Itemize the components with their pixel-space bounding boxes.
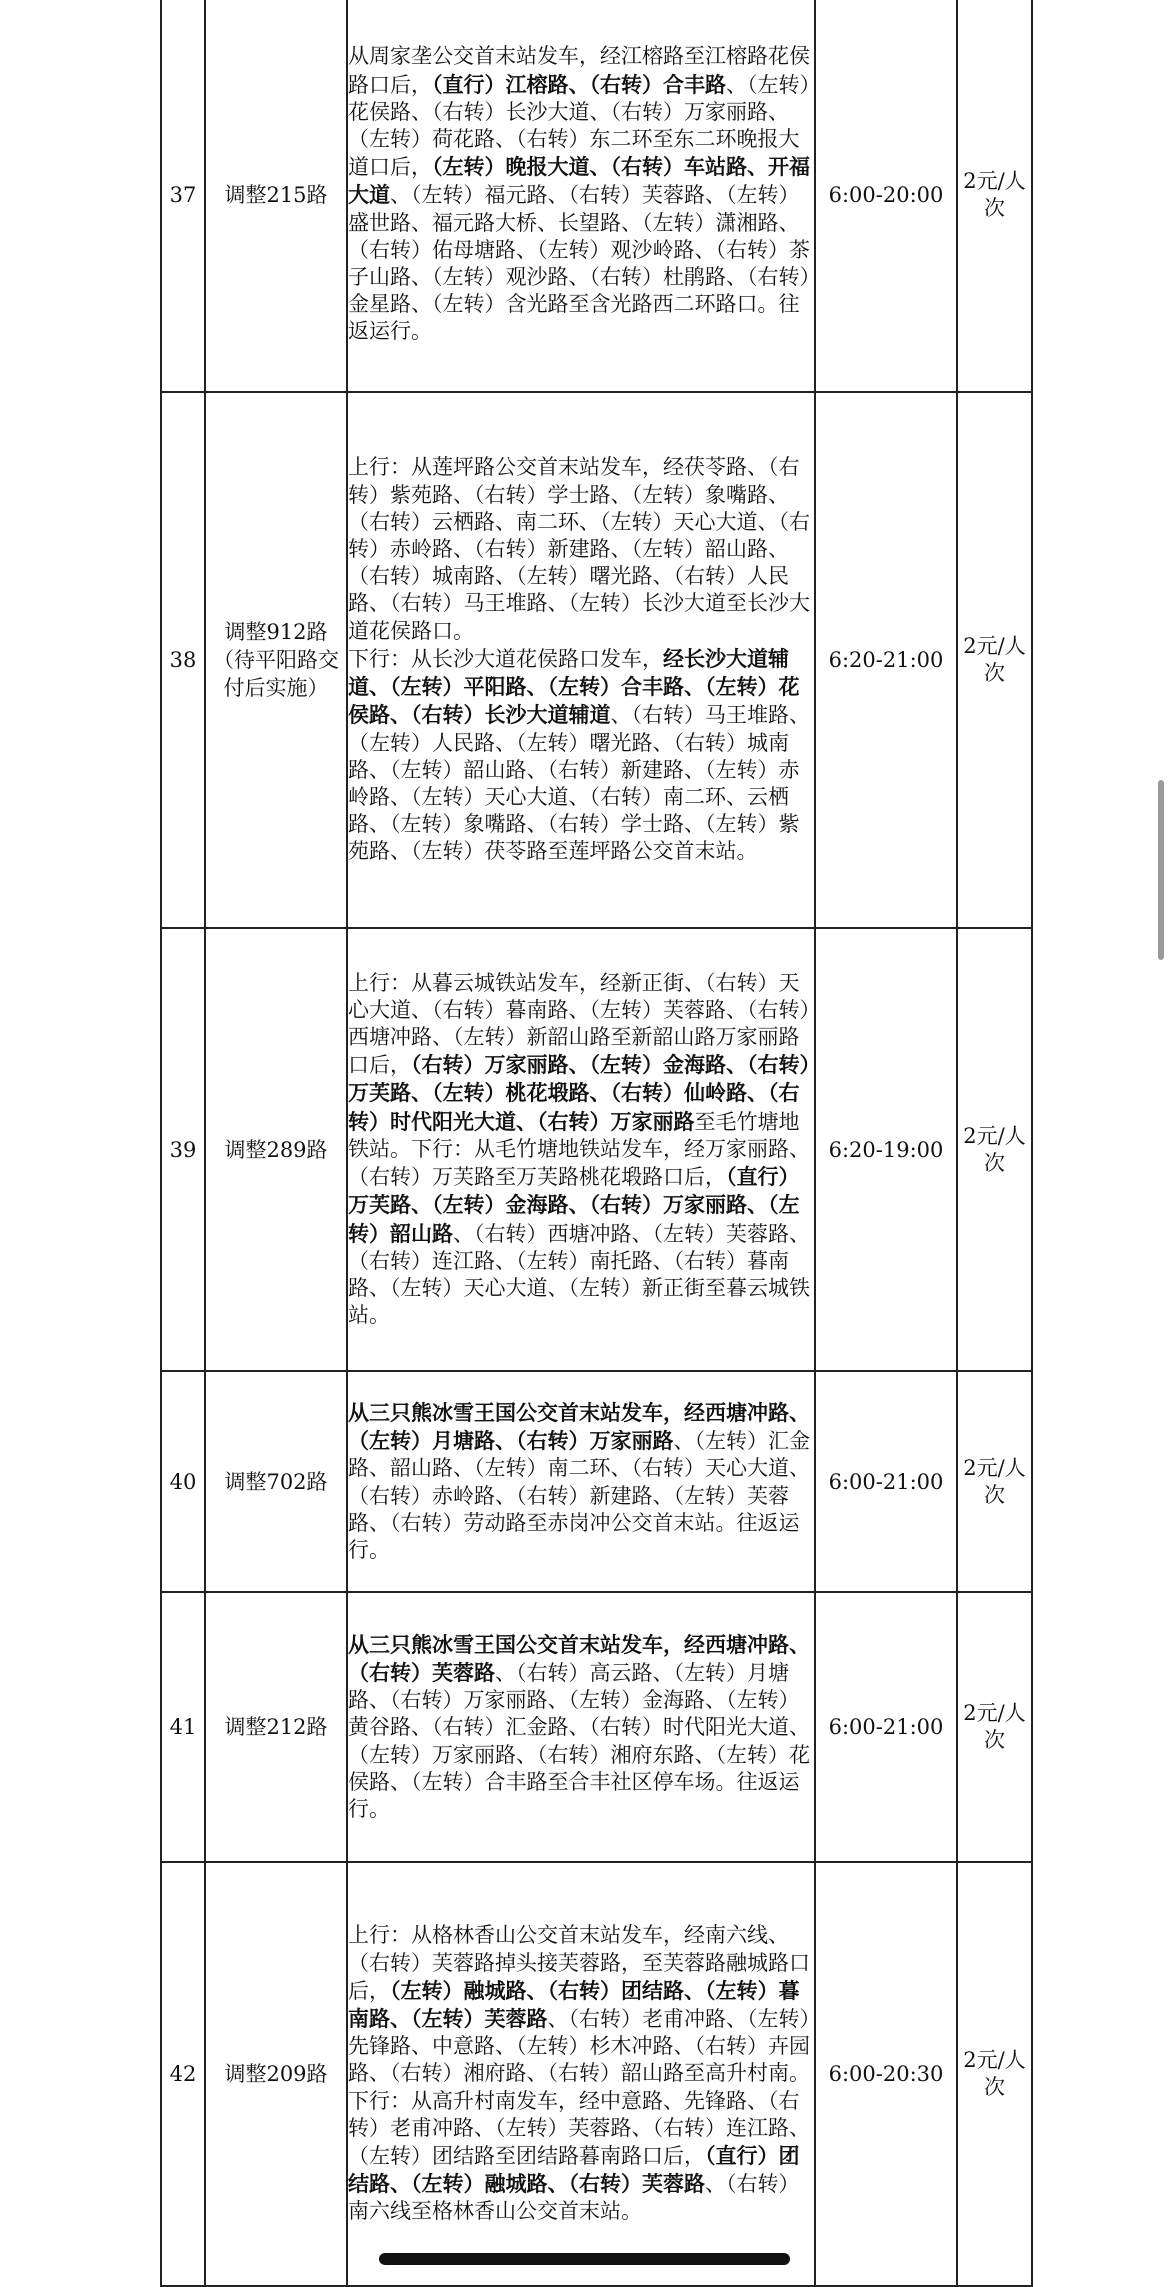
route-text: 、（左转）花侯路、（右转）长沙大道、（右转）万家丽路、（左转）荷花路、（右转）东二环至东二环晚报大道口后， (348, 72, 810, 180)
row-number: 42 (161, 1862, 205, 2286)
operating-hours: 6:20-19:00 (815, 928, 957, 1371)
route-description (347, 1862, 815, 2286)
route-text-bold: 从三只熊冰雪王国公交首末站发车，经西塘冲路、（左转）月塘路、（右转）万家丽路 (348, 1399, 810, 1454)
route-text: 至毛竹塘地铁站。下行：从毛竹塘地铁站发车，经万家丽路、（右转）万芙路至万芙路桃花塅路口后， (348, 1109, 810, 1190)
route-text: 、（右转）马王堆路、（左转）人民路、（左转）曙光路、（右转）城南路、（左转）韶山路、（右转）新建路、（左转）赤岭路、（左转）天心大道、（右转）南二环、云栖路、（左转）象嘴路、（右转）学士路、（左转）紫苑路、（左转）茯苓路至莲坪路公交首末站。 (348, 703, 810, 864)
route-text-bold: （左转）晚报大道、（右转）车站路、开福大道 (348, 154, 810, 208)
route-text: 从周家垄公交首末站发车，经江榕路至江榕路花侯路口后， (348, 44, 810, 97)
bus-route-adjustment-table (160, 0, 1033, 2287)
route-description (347, 0, 815, 392)
route-text-bold: （左转）融城路、（右转）团结路、（左转）暮南路、（左转）芙蓉路 (348, 1977, 800, 2031)
fare: 2元/人次 (957, 392, 1032, 928)
operating-hours: 6:00-20:00 (815, 0, 957, 392)
operating-hours: 6:00-21:00 (815, 1592, 957, 1862)
fare: 2元/人次 (957, 1371, 1032, 1592)
route-text: 下行：从高升村南发车，经中意路、先锋路、（右转）老甫冲路、（左转）芙蓉路、（右转）连江路、（左转）团结路至团结路暮南路口后， (348, 2088, 810, 2168)
home-indicator[interactable] (379, 2253, 790, 2265)
route-text-bold: 经长沙大道辅道、（左转）平阳路、（左转）合丰路、（左转）花侯路、（右转）长沙大道辅道 (348, 645, 800, 728)
table-row (161, 1371, 1032, 1592)
operating-hours: 6:00-21:00 (815, 1371, 957, 1592)
route-text: 、（左转）福元路、（右转）芙蓉路、（左转）盛世路、福元路大桥、长望路、（左转）潇湘路、（右转）佑母塘路、（左转）观沙岭路、（右转）茶子山路、（左转）观沙路、（右转）杜鹃路、（右转）金星路、（左转）含光路至含光路西二环路口。往返运行。 (348, 183, 810, 344)
route-text-bold: 从三只熊冰雪王国公交首末站发车，经西塘冲路、（右转）芙蓉路 (348, 1631, 810, 1685)
row-number: 39 (161, 928, 205, 1371)
row-number: 41 (161, 1592, 205, 1862)
table-row (161, 928, 1032, 1371)
route-text-bold: （直行）万芙路、（左转）金海路、（右转）万家丽路、（左转）韶山路 (348, 1164, 800, 1246)
route-text-bold: （直行）江榕路、（右转）合丰路 (432, 71, 726, 97)
operating-hours: 6:00-20:30 (815, 1862, 957, 2286)
route-name: 调整215路 (205, 0, 347, 392)
route-text: 上行：从暮云城铁站发车，经新正街、（右转）天心大道、（右转）暮南路、（左转）芙蓉路、（右转）西塘冲路、（左转）新韶山路至新韶山路万家丽路口后， (348, 970, 810, 1078)
route-text: 、（右转）南六线至格林香山公交首末站。 (348, 2172, 800, 2224)
table-row (161, 392, 1032, 928)
route-text-bold: （右转）万家丽路、（左转）金海路、（右转）万芙路、（左转）桃花塅路、（右转）仙岭路、（右转）时代阳光大道、（右转）万家丽路 (348, 1052, 810, 1134)
route-name: 调整212路 (205, 1592, 347, 1862)
operating-hours: 6:20-21:00 (815, 392, 957, 928)
fare: 2元/人次 (957, 0, 1032, 392)
route-text: 、（右转）西塘冲路、（左转）芙蓉路、（右转）连江路、（左转）南托路、（右转）暮南路、（左转）天心大道、（左转）新正街至暮云城铁站。 (348, 1221, 810, 1328)
route-text-bold: （直行）团结路、（左转）融城路、（右转）芙蓉路 (348, 2143, 800, 2197)
scrollbar-thumb[interactable] (1158, 780, 1164, 960)
table-row (161, 1862, 1032, 2286)
route-text: 上行：从格林香山公交首末站发车，经南六线、（右转）芙蓉路掉头接芙蓉路，至芙蓉路融城路口后， (348, 1923, 810, 2003)
table-row (161, 0, 1032, 392)
fare: 2元/人次 (957, 1592, 1032, 1862)
route-name: 调整289路 (205, 928, 347, 1371)
table-row (161, 1592, 1032, 1862)
route-text: 、（右转）高云路、（左转）月塘路、（右转）万家丽路、（左转）金海路、（左转）黄谷路、（右转）汇金路、（右转）时代阳光大道、（左转）万家丽路、（右转）湘府东路、（左转）花侯路、（左转）合丰路至合丰社区停车场。往返运行。 (348, 1660, 810, 1821)
route-description (347, 1371, 815, 1592)
route-text: 上行：从莲坪路公交首末站发车，经茯苓路、（右转）紫苑路、（右转）学士路、（左转）象嘴路、（右转）云栖路、南二环、（左转）天心大道、（右转）赤岭路、（右转）新建路、（左转）韶山路、（右转）城南路、（左转）曙光路、（右转）人民路、（右转）马王堆路、（左转）长沙大道至长沙大道花侯路口。 (348, 455, 810, 643)
row-number: 37 (161, 0, 205, 392)
route-name: 调整912路（待平阳路交付后实施） (205, 392, 347, 928)
route-name: 调整702路 (205, 1371, 347, 1592)
fare: 2元/人次 (957, 928, 1032, 1371)
route-text: 、（左转）汇金路、韶山路、（左转）南二环、（右转）天心大道、（右转）赤岭路、（右转）新建路、（左转）芙蓉路、（右转）劳动路至赤岗冲公交首末站。往返运行。 (348, 1429, 810, 1562)
route-description (347, 928, 815, 1371)
row-number: 38 (161, 392, 205, 928)
fare: 2元/人次 (957, 1862, 1032, 2286)
route-name: 调整209路 (205, 1862, 347, 2286)
route-text: 、（右转）老甫冲路、（左转）先锋路、中意路、（左转）杉木冲路、（右转）卉园路、（右转）湘府路、（右转）韶山路至高升村南。 (348, 2006, 810, 2086)
route-description (347, 392, 815, 928)
row-number: 40 (161, 1371, 205, 1592)
route-text: 下行：从长沙大道花侯路口发车， (348, 646, 663, 671)
route-description (347, 1592, 815, 1862)
